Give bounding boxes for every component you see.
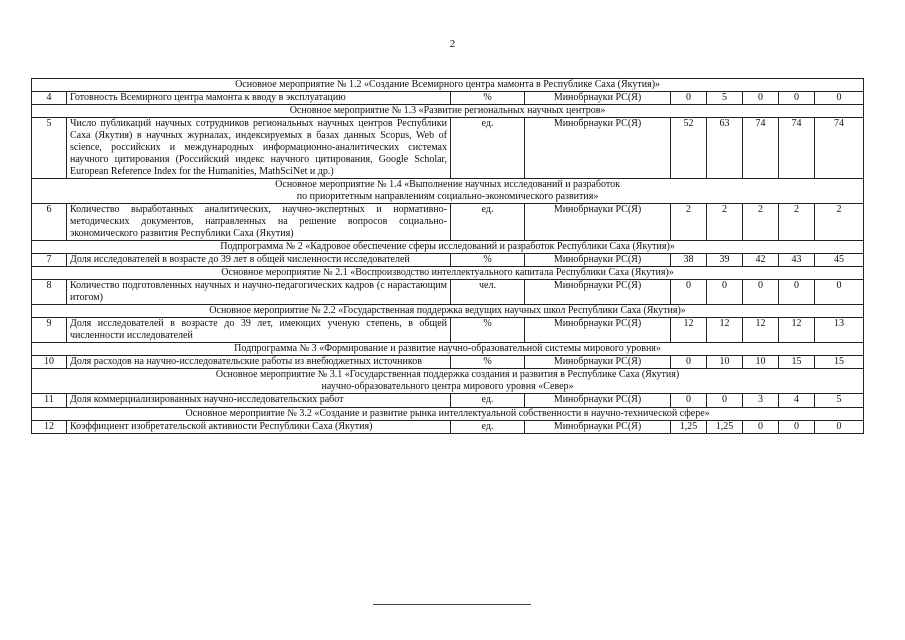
indicator-value: 0 xyxy=(743,92,779,105)
unit-of-measure: ед. xyxy=(451,204,525,241)
section-title-line: Основное мероприятие № 1.4 «Выполнение научных исследований и разработок xyxy=(275,179,620,190)
indicator-value: 0 xyxy=(707,394,743,408)
section-header-row xyxy=(32,267,864,280)
section-title xyxy=(32,179,864,204)
indicator-value: 0 xyxy=(779,421,815,434)
indicator-name: Доля расходов на научно-исследовательские работы из внебюджетных источников xyxy=(67,356,451,369)
indicator-value: 2 xyxy=(671,204,707,241)
responsible-agency: Минобрнауки РС(Я) xyxy=(525,318,671,343)
section-header-row xyxy=(32,305,864,318)
unit-of-measure: % xyxy=(451,356,525,369)
row-number: 9 xyxy=(32,318,67,343)
row-number: 11 xyxy=(32,394,67,408)
indicator-name: Доля исследователей в возрасте до 39 лет, имеющих ученую степень, в общей численности исследователей xyxy=(67,318,451,343)
row-number: 4 xyxy=(32,92,67,105)
page-number: 2 xyxy=(449,38,456,50)
responsible-agency: Минобрнауки РС(Я) xyxy=(525,92,671,105)
section-title xyxy=(32,305,864,318)
indicator-name: Число публикаций научных сотрудников региональных научных центров Республики Саха (Якутия) в научных журналах, индексируемых в базах данных Scopus, Web of science, российских и международных информационно-аналитических системах научного цитирования (Российский индекс научного цитирования, Google Scholar, European Reference Index for the Humanities, MathSciNet и др.) xyxy=(67,118,451,179)
indicator-value: 0 xyxy=(671,356,707,369)
indicator-row xyxy=(32,280,864,305)
responsible-agency: Минобрнауки РС(Я) xyxy=(525,356,671,369)
section-header-row xyxy=(32,343,864,356)
section-header-row xyxy=(32,79,864,92)
section-title-line: по приоритетным направлениям социально-экономического развития» xyxy=(296,191,599,202)
indicator-row xyxy=(32,394,864,408)
unit-of-measure: ед. xyxy=(451,394,525,408)
indicator-value: 0 xyxy=(779,280,815,305)
indicator-value: 0 xyxy=(815,280,864,305)
indicator-row xyxy=(32,92,864,105)
section-title-line: Основное мероприятие № 1.2 «Создание Всемирного центра мамонта в Республике Саха (Якутия)» xyxy=(235,79,661,90)
indicator-row xyxy=(32,254,864,267)
indicators-table xyxy=(31,78,864,434)
indicator-value: 5 xyxy=(815,394,864,408)
section-title-line: Основное мероприятие № 2.1 «Воспроизводство интеллектуального капитала Республики Саха (Якутия)» xyxy=(221,267,674,278)
indicator-name: Доля коммерциализированных научно-исследовательских работ xyxy=(67,394,451,408)
indicator-row xyxy=(32,118,864,179)
section-title xyxy=(32,267,864,280)
footnote-divider xyxy=(373,604,531,605)
row-number: 8 xyxy=(32,280,67,305)
row-number: 12 xyxy=(32,421,67,434)
section-title xyxy=(32,79,864,92)
indicator-value: 74 xyxy=(779,118,815,179)
section-title-line: Основное мероприятие № 2.2 «Государственная поддержка ведущих научных школ Республики Саха (Якутия)» xyxy=(209,305,686,316)
section-title-line: Подпрограмма № 2 «Кадровое обеспечение сферы исследований и разработок Республики Саха (Якутия)» xyxy=(220,241,675,252)
indicator-value: 3 xyxy=(743,394,779,408)
indicator-value: 2 xyxy=(779,204,815,241)
indicator-value: 1,25 xyxy=(707,421,743,434)
indicator-value: 74 xyxy=(815,118,864,179)
section-title-line: Основное мероприятие № 1.3 «Развитие региональных научных центров» xyxy=(289,105,606,116)
indicator-value: 39 xyxy=(707,254,743,267)
indicator-name: Доля исследователей в возрасте до 39 лет в общей численности исследователей xyxy=(67,254,451,267)
section-title-line: Подпрограмма № 3 «Формирование и развитие научно-образовательной системы мирового уровня» xyxy=(234,343,661,354)
section-title xyxy=(32,241,864,254)
indicator-value: 0 xyxy=(779,92,815,105)
indicator-value: 45 xyxy=(815,254,864,267)
indicator-value: 4 xyxy=(779,394,815,408)
section-title xyxy=(32,105,864,118)
indicator-value: 0 xyxy=(671,92,707,105)
unit-of-measure: чел. xyxy=(451,280,525,305)
indicator-value: 15 xyxy=(815,356,864,369)
section-title-line: Основное мероприятие № 3.1 «Государственная поддержка создания и развития в Республике Саха (Якутия) xyxy=(215,369,680,380)
indicator-value: 5 xyxy=(707,92,743,105)
indicator-value: 42 xyxy=(743,254,779,267)
indicator-value: 10 xyxy=(743,356,779,369)
indicator-row xyxy=(32,356,864,369)
section-header-row xyxy=(32,105,864,118)
indicator-value: 13 xyxy=(815,318,864,343)
unit-of-measure: ед. xyxy=(451,421,525,434)
row-number: 10 xyxy=(32,356,67,369)
indicator-value: 0 xyxy=(815,421,864,434)
section-header-row xyxy=(32,369,864,394)
row-number: 6 xyxy=(32,204,67,241)
indicator-value: 12 xyxy=(671,318,707,343)
indicator-value: 0 xyxy=(707,280,743,305)
indicator-value: 12 xyxy=(779,318,815,343)
indicator-value: 63 xyxy=(707,118,743,179)
unit-of-measure: % xyxy=(451,318,525,343)
section-header-row xyxy=(32,241,864,254)
row-number: 5 xyxy=(32,118,67,179)
responsible-agency: Минобрнауки РС(Я) xyxy=(525,204,671,241)
section-title-line: Основное мероприятие № 3.2 «Создание и развитие рынка интеллектуальной собственности в научно-технической сфере» xyxy=(185,408,710,419)
responsible-agency: Минобрнауки РС(Я) xyxy=(525,421,671,434)
indicator-value: 0 xyxy=(743,280,779,305)
indicator-value: 2 xyxy=(707,204,743,241)
unit-of-measure: ед. xyxy=(451,118,525,179)
table-body xyxy=(32,79,864,434)
indicator-name: Готовность Всемирного центра мамонта к вводу в эксплуатацию xyxy=(67,92,451,105)
indicator-value: 52 xyxy=(671,118,707,179)
unit-of-measure: % xyxy=(451,254,525,267)
indicator-value: 15 xyxy=(779,356,815,369)
indicator-name: Количество подготовленных научных и научно-педагогических кадров (с нарастающим итогом) xyxy=(67,280,451,305)
indicator-value: 2 xyxy=(815,204,864,241)
indicator-value: 38 xyxy=(671,254,707,267)
responsible-agency: Минобрнауки РС(Я) xyxy=(525,394,671,408)
indicator-name: Количество выработанных аналитических, научно-экспертных и нормативно-методических документов, направленных на решение вопросов социально-экономического развития Республики Саха (Якутия) xyxy=(67,204,451,241)
unit-of-measure: % xyxy=(451,92,525,105)
indicator-value: 12 xyxy=(743,318,779,343)
responsible-agency: Минобрнауки РС(Я) xyxy=(525,254,671,267)
row-number: 7 xyxy=(32,254,67,267)
indicator-row xyxy=(32,204,864,241)
indicator-value: 1,25 xyxy=(671,421,707,434)
section-header-row xyxy=(32,179,864,204)
indicator-value: 10 xyxy=(707,356,743,369)
section-title xyxy=(32,408,864,421)
responsible-agency: Минобрнауки РС(Я) xyxy=(525,280,671,305)
section-title-line: научно-образовательного центра мирового уровня «Север» xyxy=(321,381,574,392)
indicator-value: 2 xyxy=(743,204,779,241)
indicator-value: 74 xyxy=(743,118,779,179)
indicator-value: 0 xyxy=(671,394,707,408)
indicator-value: 43 xyxy=(779,254,815,267)
indicator-value: 0 xyxy=(671,280,707,305)
indicator-value: 0 xyxy=(743,421,779,434)
indicator-row xyxy=(32,318,864,343)
indicator-value: 0 xyxy=(815,92,864,105)
section-title xyxy=(32,369,864,394)
indicator-value: 12 xyxy=(707,318,743,343)
section-title xyxy=(32,343,864,356)
responsible-agency: Минобрнауки РС(Я) xyxy=(525,118,671,179)
indicator-row xyxy=(32,421,864,434)
section-header-row xyxy=(32,408,864,421)
indicator-name: Коэффициент изобретательской активности Республики Саха (Якутия) xyxy=(67,421,451,434)
